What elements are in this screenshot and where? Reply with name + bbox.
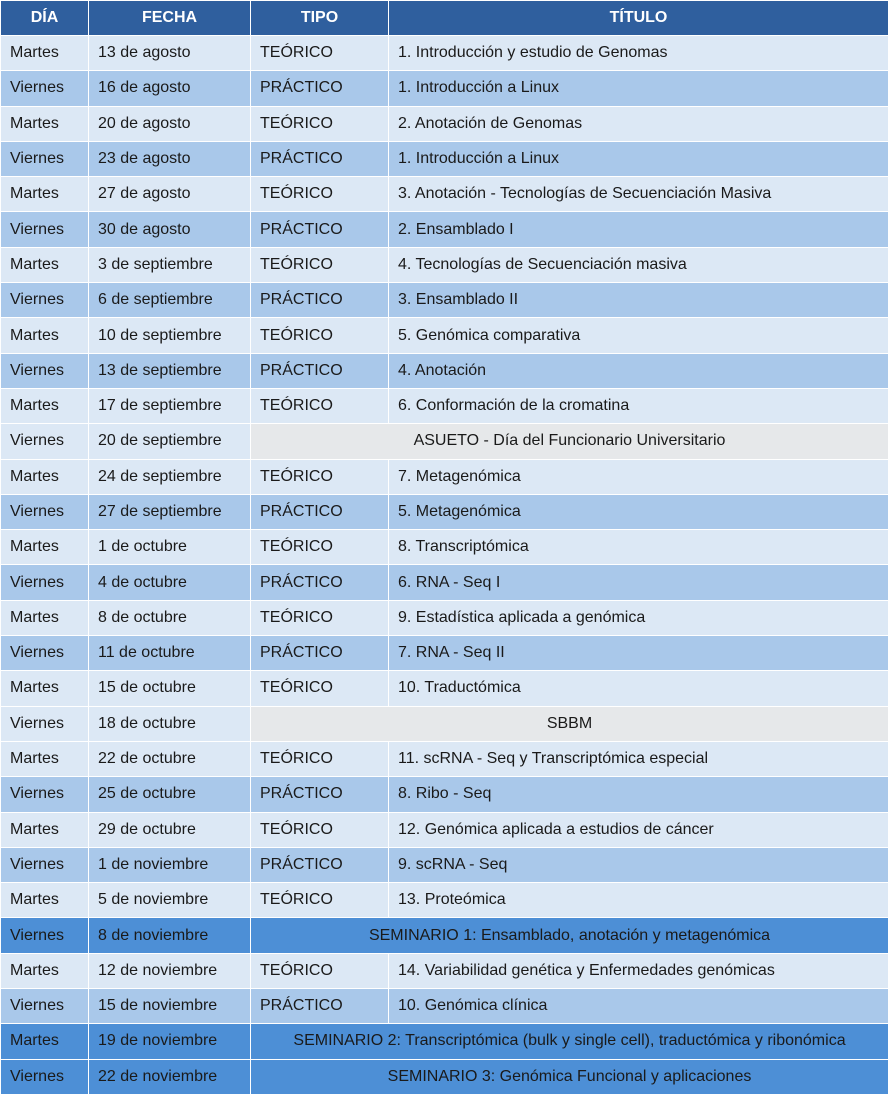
header-titulo: TÍTULO [389,1,888,36]
table-row [1,953,888,988]
cell-dia: Martes [1,1024,89,1059]
cell-tipo: TEÓRICO [251,530,389,565]
cell-fecha: 1 de noviembre [89,847,251,882]
cell-fecha: 23 de agosto [89,141,251,176]
cell-dia: Martes [1,106,89,141]
cell-fecha: 22 de noviembre [89,1059,251,1094]
cell-dia: Martes [1,600,89,635]
cell-titulo: 4. Anotación [389,353,888,388]
cell-dia: Viernes [1,424,89,459]
cell-titulo: 1. Introducción a Linux [389,141,888,176]
cell-fecha: 12 de noviembre [89,953,251,988]
cell-dia: Martes [1,883,89,918]
cell-tipo: TEÓRICO [251,812,389,847]
cell-titulo: 9. scRNA - Seq [389,847,888,882]
table-row [1,36,888,71]
cell-dia: Martes [1,671,89,706]
cell-fecha: 4 de octubre [89,565,251,600]
cell-fecha: 11 de octubre [89,636,251,671]
cell-dia: Viernes [1,212,89,247]
cell-fecha: 1 de octubre [89,530,251,565]
cell-fecha: 15 de noviembre [89,989,251,1024]
cell-dia: Martes [1,388,89,423]
header-tipo: TIPO [251,1,389,36]
cell-tipo: PRÁCTICO [251,636,389,671]
table-row [1,671,888,706]
cell-titulo: 8. Ribo - Seq [389,777,888,812]
cell-titulo: 10. Genómica clínica [389,989,888,1024]
cell-dia: Martes [1,247,89,282]
cell-fecha: 15 de octubre [89,671,251,706]
cell-fecha: 29 de octubre [89,812,251,847]
table-row [1,706,888,741]
cell-tipo: TEÓRICO [251,177,389,212]
cell-dia: Viernes [1,141,89,176]
cell-dia: Martes [1,741,89,776]
cell-dia: Martes [1,459,89,494]
cell-titulo: 6. Conformación de la cromatina [389,388,888,423]
table-row [1,1024,888,1059]
cell-titulo: 11. scRNA - Seq y Transcriptómica especial [389,741,888,776]
table-row [1,353,888,388]
cell-titulo: SBBM [251,706,888,741]
cell-tipo: TEÓRICO [251,388,389,423]
cell-dia: Martes [1,530,89,565]
header-dia: DÍA [1,1,89,36]
table-row [1,565,888,600]
cell-tipo: PRÁCTICO [251,565,389,600]
cell-tipo: TEÓRICO [251,741,389,776]
cell-titulo: 5. Metagenómica [389,494,888,529]
cell-titulo: 3. Ensamblado II [389,283,888,318]
cell-titulo: 2. Anotación de Genomas [389,106,888,141]
cell-tipo: PRÁCTICO [251,141,389,176]
cell-fecha: 22 de octubre [89,741,251,776]
table-row [1,812,888,847]
cell-dia: Viernes [1,565,89,600]
cell-titulo: 10. Traductómica [389,671,888,706]
cell-fecha: 24 de septiembre [89,459,251,494]
cell-titulo: 6. RNA - Seq I [389,565,888,600]
cell-fecha: 3 de septiembre [89,247,251,282]
cell-dia: Viernes [1,847,89,882]
table-row [1,600,888,635]
cell-titulo: 7. Metagenómica [389,459,888,494]
cell-tipo: TEÓRICO [251,106,389,141]
cell-tipo: TEÓRICO [251,600,389,635]
table-row [1,883,888,918]
table-row [1,918,888,953]
cell-titulo: SEMINARIO 1: Ensamblado, anotación y metagenómica [251,918,888,953]
table-row [1,1059,888,1094]
cell-dia: Martes [1,318,89,353]
table-row [1,777,888,812]
table-row [1,530,888,565]
cell-titulo: 2. Ensamblado I [389,212,888,247]
cell-dia: Martes [1,953,89,988]
table-row [1,741,888,776]
cell-titulo: 1. Introducción y estudio de Genomas [389,36,888,71]
cell-tipo: PRÁCTICO [251,353,389,388]
table-row [1,318,888,353]
cell-dia: Martes [1,177,89,212]
cell-fecha: 19 de noviembre [89,1024,251,1059]
cell-titulo: 12. Genómica aplicada a estudios de cáncer [389,812,888,847]
cell-tipo: PRÁCTICO [251,212,389,247]
header-row [1,1,888,36]
cell-fecha: 5 de noviembre [89,883,251,918]
table-row [1,388,888,423]
cell-tipo: TEÓRICO [251,953,389,988]
cell-fecha: 13 de septiembre [89,353,251,388]
table-row [1,177,888,212]
cell-tipo: TEÓRICO [251,247,389,282]
table-row [1,494,888,529]
cell-dia: Viernes [1,494,89,529]
cell-tipo: TEÓRICO [251,459,389,494]
cell-tipo: PRÁCTICO [251,71,389,106]
table-row [1,636,888,671]
cell-titulo: ASUETO - Día del Funcionario Universitario [251,424,888,459]
cell-fecha: 8 de noviembre [89,918,251,953]
cell-fecha: 30 de agosto [89,212,251,247]
cell-fecha: 20 de agosto [89,106,251,141]
cell-fecha: 17 de septiembre [89,388,251,423]
cell-titulo: 1. Introducción a Linux [389,71,888,106]
cell-fecha: 10 de septiembre [89,318,251,353]
cell-dia: Viernes [1,777,89,812]
cell-dia: Viernes [1,636,89,671]
cell-fecha: 16 de agosto [89,71,251,106]
table-row [1,424,888,459]
cell-tipo: TEÓRICO [251,883,389,918]
cell-dia: Viernes [1,706,89,741]
cell-titulo: 5. Genómica comparativa [389,318,888,353]
table-row [1,847,888,882]
cell-dia: Viernes [1,71,89,106]
table-row [1,989,888,1024]
cell-dia: Martes [1,812,89,847]
cell-dia: Viernes [1,1059,89,1094]
cell-fecha: 25 de octubre [89,777,251,812]
cell-tipo: TEÓRICO [251,318,389,353]
cell-dia: Viernes [1,283,89,318]
cell-titulo: 13. Proteómica [389,883,888,918]
table-body [1,36,888,1095]
table-row [1,212,888,247]
cell-dia: Martes [1,36,89,71]
cell-tipo: TEÓRICO [251,36,389,71]
cell-dia: Viernes [1,989,89,1024]
cell-dia: Viernes [1,353,89,388]
table-row [1,459,888,494]
cell-titulo: SEMINARIO 3: Genómica Funcional y aplicaciones [251,1059,888,1094]
table-row [1,106,888,141]
cell-fecha: 27 de agosto [89,177,251,212]
cell-titulo: 8. Transcriptómica [389,530,888,565]
cell-fecha: 18 de octubre [89,706,251,741]
cell-titulo: 7. RNA - Seq II [389,636,888,671]
cell-tipo: PRÁCTICO [251,777,389,812]
table-row [1,71,888,106]
cell-fecha: 20 de septiembre [89,424,251,459]
cell-titulo: 3. Anotación - Tecnologías de Secuenciación Masiva [389,177,888,212]
cell-fecha: 13 de agosto [89,36,251,71]
cell-titulo: SEMINARIO 2: Transcriptómica (bulk y single cell), traductómica y ribonómica [251,1024,888,1059]
cell-titulo: 4. Tecnologías de Secuenciación masiva [389,247,888,282]
header-fecha: FECHA [89,1,251,36]
cell-tipo: PRÁCTICO [251,494,389,529]
table-row [1,141,888,176]
table-row [1,283,888,318]
cell-tipo: PRÁCTICO [251,847,389,882]
cell-fecha: 6 de septiembre [89,283,251,318]
cell-fecha: 27 de septiembre [89,494,251,529]
cell-tipo: PRÁCTICO [251,283,389,318]
cell-tipo: TEÓRICO [251,671,389,706]
cell-titulo: 14. Variabilidad genética y Enfermedades genómicas [389,953,888,988]
cell-dia: Viernes [1,918,89,953]
cell-titulo: 9. Estadística aplicada a genómica [389,600,888,635]
table-row [1,247,888,282]
cell-fecha: 8 de octubre [89,600,251,635]
cell-tipo: PRÁCTICO [251,989,389,1024]
